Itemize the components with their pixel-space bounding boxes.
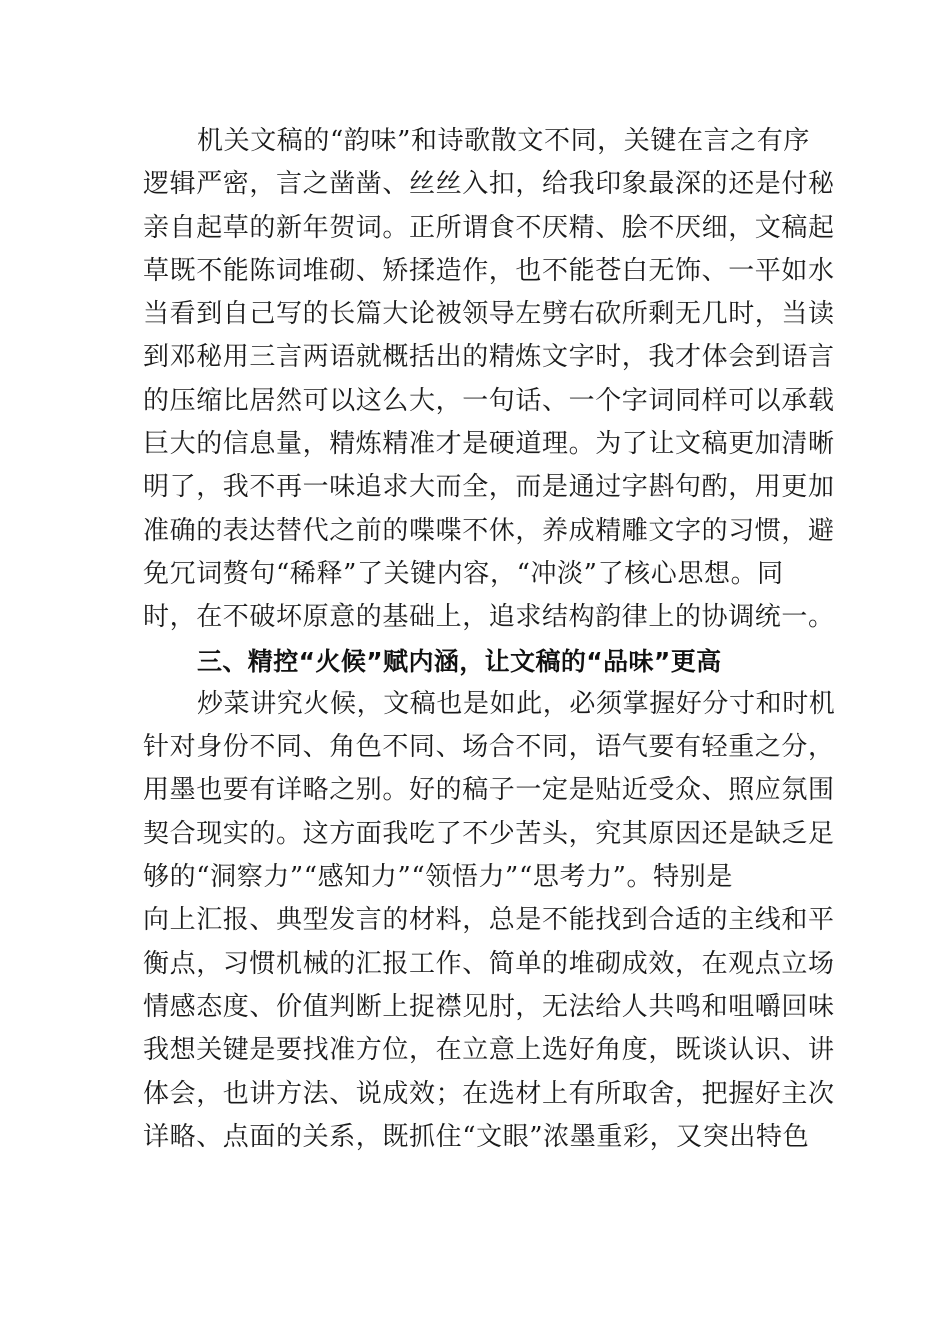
document-body <box>143 120 836 1159</box>
paragraph-line: 当看到自己写的长篇大论被领导左劈右砍所剩无几时，当读 <box>143 299 835 330</box>
paragraph-line: 时，在不破坏原意的基础上，追求结构韵律上的协调统一。 <box>143 602 835 633</box>
paragraph-line: 巨大的信息量，精炼精准才是硬道理。为了让文稿更加清晰 <box>143 429 835 460</box>
paragraph-line: 亲自起草的新年贺词。正所谓食不厌精、脍不厌细，文稿起 <box>143 212 835 243</box>
paragraph-line: 够的“洞察力”“感知力”“领悟力”“思考力”。特别是 <box>143 862 733 893</box>
paragraph-line: 体会，也讲方法、说成效；在选材上有所取舍，把握好主次 <box>143 1078 835 1109</box>
paragraph-line: 的压缩比居然可以这么大，一句话、一个字词同样可以承载 <box>143 385 835 416</box>
paragraph-line: 用墨也要有详略之别。好的稿子一定是贴近受众、照应氛围 <box>143 775 835 806</box>
paragraph-line: 免冗词赘句“稀释”了关键内容，“冲淡”了核心思想。同 <box>143 558 784 589</box>
paragraph-line: 向上汇报、典型发言的材料，总是不能找到合适的主线和平 <box>143 905 835 936</box>
paragraph-line: 详略、点面的关系，既抓住“文眼”浓墨重彩，又突出特色 <box>143 1121 810 1152</box>
paragraph-line: 炒菜讲究火候，文稿也是如此，必须掌握好分寸和时机 <box>197 688 836 719</box>
paragraph-line: 针对身份不同、角色不同、场合不同，语气要有轻重之分， <box>143 732 835 763</box>
paragraph-line: 到邓秘用三言两语就概括出的精炼文字时，我才体会到语言 <box>143 342 835 373</box>
paragraph-line: 契合现实的。这方面我吃了不少苦头，究其原因还是缺乏足 <box>143 818 835 849</box>
paragraph-line: 准确的表达替代之前的喋喋不休，养成精雕文字的习惯，避 <box>143 515 835 546</box>
paragraph-line: 明了，我不再一味追求大而全，而是通过字斟句酌，用更加 <box>143 472 835 503</box>
paragraph-line: 衡点，习惯机械的汇报工作、简单的堆砌成效，在观点立场 <box>143 948 835 979</box>
paragraph-line: 逻辑严密，言之凿凿、丝丝入扣，给我印象最深的还是付秘 <box>143 169 835 200</box>
paragraph-line: 机关文稿的“韵味”和诗歌散文不同，关键在言之有序 <box>197 126 810 156</box>
paragraph-line: 我想关键是要找准方位，在立意上选好角度，既谈认识、讲 <box>143 1035 835 1066</box>
section-heading: 三、精控“火候”赋内涵，让文稿的“品味”更高 <box>197 646 722 676</box>
paragraph-line: 草既不能陈词堆砌、矫揉造作，也不能苍白无饰、一平如水 <box>143 255 835 286</box>
paragraph-line: 情感态度、价值判断上捉襟见肘，无法给人共鸣和咀嚼回味 <box>143 991 835 1022</box>
